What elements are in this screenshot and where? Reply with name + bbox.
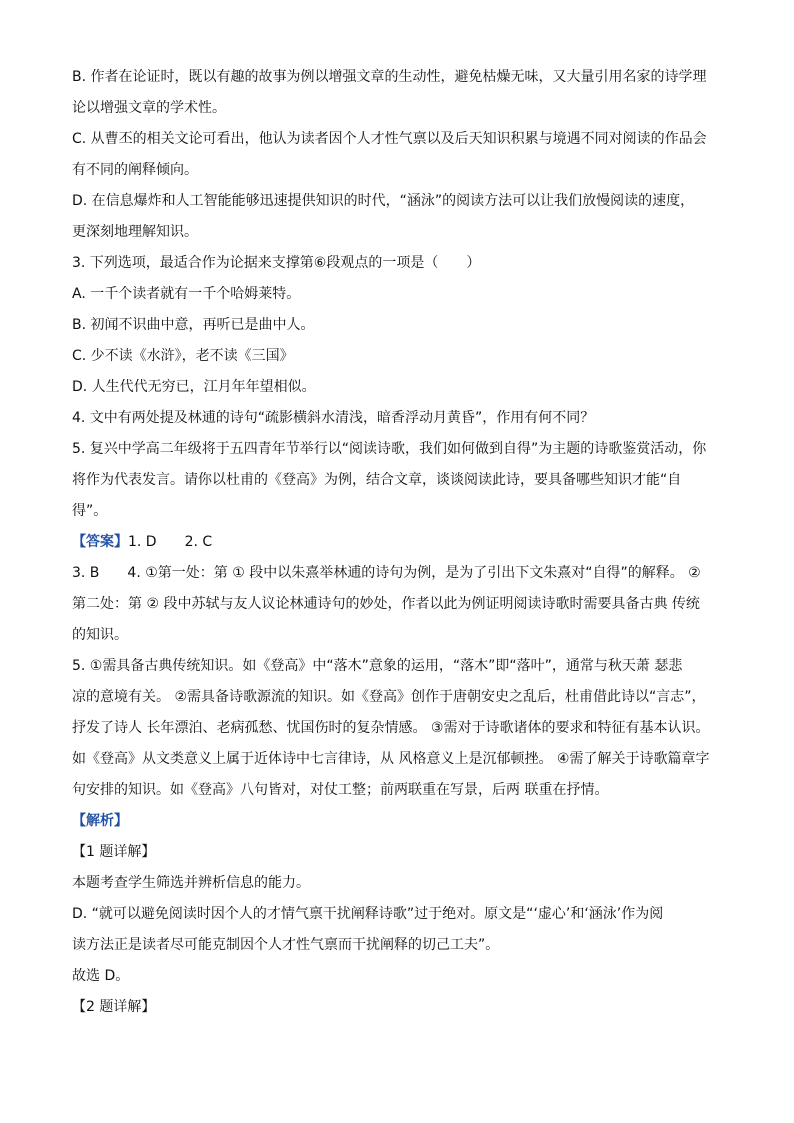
answer-3-4-line-1: 3. B 4. ①第一处：第 ① 段中以朱熹举林逋的诗句为例，是为了引出下文朱熹对“自得”的解释。 ② bbox=[72, 565, 701, 581]
answer-text: 1. D 2. C bbox=[128, 534, 213, 550]
answer-line bbox=[72, 527, 724, 558]
q1-detail-intro: 本题考查学生筛选并辨析信息的能力。 bbox=[72, 875, 310, 891]
q3-option-d: D. 人生代代无穷已，江月年年望相似。 bbox=[72, 379, 316, 395]
q3-option-b: B. 初闻不识曲中意，再听已是曲中人。 bbox=[72, 317, 315, 333]
q3-option-c: C. 少不读《水浒》，老不读《三国》 bbox=[72, 348, 294, 364]
answer-3-4-line-2: 第二处：第 ② 段中苏轼与友人议论林逋诗句的妙处，作者以此为例证明阅读诗歌时需要具备古典 传统 bbox=[72, 596, 700, 612]
jiexi-line bbox=[72, 806, 724, 837]
option-c-line-1: C. 从曹丕的相关文论可看出，他认为读者因个人才性气禀以及后天知识积累与境遇不同对阅读的作品会 bbox=[72, 131, 707, 147]
option-d-line-1: D. 在信息爆炸和人工智能能够迅速提供知识的时代，“涵泳”的阅读方法可以让我们放慢阅读的速度， bbox=[72, 193, 695, 209]
question-4: 4. 文中有两处提及林逋的诗句“疏影横斜水清浅，暗香浮动月黄昏”，作用有何不同？ bbox=[72, 410, 595, 426]
answer-5-line-4: 如《登高》从文类意义上属于近体诗中七言律诗，从 风格意义上是沉郁顿挫。 ④需了解关于诗歌篇章字 bbox=[72, 751, 710, 767]
option-b-line-1: B. 作者在论证时，既以有趣的故事为例以增强文章的生动性，避免枯燥无味，又大量引用名家的诗学理 bbox=[72, 69, 707, 85]
answer-5-line-5: 句安排的知识。如《登高》八句皆对，对仗工整；前两联重在写景，后两 联重在抒情。 bbox=[72, 782, 609, 798]
answer-label: 【答案】 bbox=[72, 534, 128, 550]
question-3: 3. 下列选项，最适合作为论据来支撑第⑥段观点的一项是（ ） bbox=[72, 255, 481, 271]
option-d-line-2: 更深刻地理解知识。 bbox=[72, 224, 198, 240]
question-5-line-1: 5. 复兴中学高二年级将于五四青年节举行以“阅读诗歌，我们如何做到自得”为主题的诗歌鉴赏活动，你 bbox=[72, 441, 707, 457]
answer-3-4-line-3: 的知识。 bbox=[72, 627, 128, 643]
question-5-line-2: 将作为代表发言。请你以杜甫的《登高》为例，结合文章，谈谈阅读此诗，要具备哪些知识才能“自 bbox=[72, 472, 682, 488]
jiexi-label: 【解析】 bbox=[72, 813, 128, 829]
q1-detail-heading: 【1 题详解】 bbox=[72, 844, 156, 860]
document-page bbox=[72, 62, 724, 1023]
q1-detail-line-2: 读方法正是读者尽可能克制因个人才性气禀而干扰阐释的切己工夫”。 bbox=[72, 937, 500, 953]
q1-detail-line-1: D. “就可以避免阅读时因个人的才情气禀干扰阐释诗歌”过于绝对。原文是“‘虚心’和‘涵泳’作为阅 bbox=[72, 906, 664, 922]
q1-detail-conclusion: 故选 D。 bbox=[72, 968, 130, 984]
answer-5-line-3: 抒发了诗人 长年漂泊、老病孤愁、忧国伤时的复杂情感。 ③需对于诗歌诸体的要求和特征有基本认识。 bbox=[72, 720, 710, 736]
q2-detail-heading: 【2 题详解】 bbox=[72, 999, 156, 1015]
option-b-line-2: 论以增强文章的学术性。 bbox=[72, 100, 226, 116]
answer-5-line-2: 凉的意境有关。 ②需具备诗歌源流的知识。如《登高》创作于唐朝安史之乱后，杜甫借此诗以“言志”， bbox=[72, 689, 706, 705]
option-c-line-2: 有不同的阐释倾向。 bbox=[72, 162, 198, 178]
answer-5-line-1: 5. ①需具备古典传统知识。如《登高》中“落木”意象的运用，“落木”即“落叶”，通常与秋天萧 瑟悲 bbox=[72, 658, 683, 674]
q3-option-a: A. 一千个读者就有一千个哈姆莱特。 bbox=[72, 286, 301, 302]
question-5-line-3: 得”。 bbox=[72, 503, 108, 519]
